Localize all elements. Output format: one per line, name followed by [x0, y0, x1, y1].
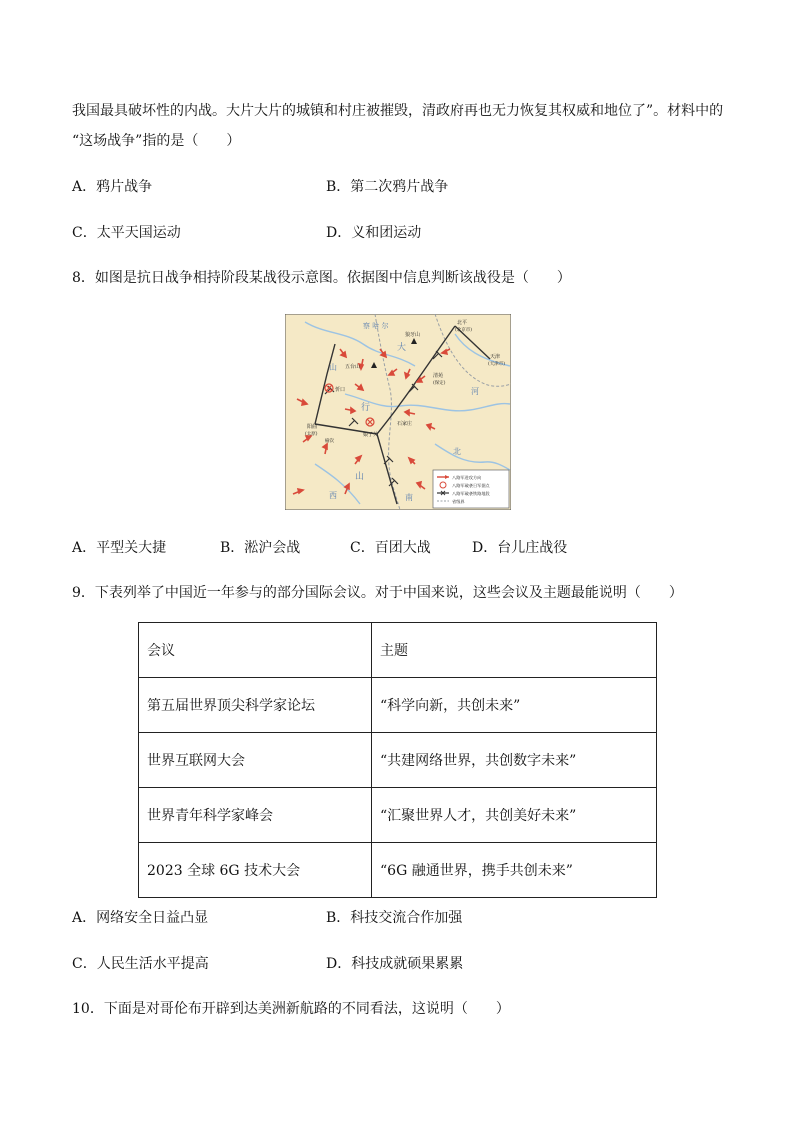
map-label-da: 大: [397, 343, 407, 353]
map-legend: [433, 470, 509, 508]
q7-option-c: C．太平天国运动: [72, 225, 181, 241]
table-cell-conference: 2023 全球 6G 技术大会: [139, 843, 372, 898]
map-label-tianjin: 天津: [490, 354, 501, 360]
q7-option-d: D．义和团运动: [326, 225, 422, 241]
map-label-xinkou: 忻口: [335, 387, 346, 393]
table-header-row: [139, 623, 657, 678]
q9-option-d: D．科技成就硕果累累: [326, 956, 464, 972]
table-cell-conference: 世界互联网大会: [139, 733, 372, 788]
map-label-beiping: 北平: [457, 320, 468, 326]
map-label-beiping-sub: (北京市): [455, 328, 473, 333]
map-label-langyashan: 狼牙山: [405, 332, 421, 338]
q8-option-a: A．平型关大捷: [72, 540, 167, 556]
battle-map: [285, 314, 511, 510]
q10-stem: 10．下面是对哥伦布开辟到达美洲新航路的不同看法，这说明（ ）: [72, 1001, 510, 1017]
map-label-yuci: 榆次: [325, 439, 334, 444]
q8-stem: 8．如图是抗日战争相持阶段某战役示意图。依据图中信息判断该战役是（ ）: [72, 270, 571, 286]
map-label-shijiazhuang: 石家庄: [397, 421, 413, 427]
q7-option-b: B．第二次鸦片战争: [326, 179, 449, 195]
map-label-qingyuan-sub: (保定): [433, 381, 446, 386]
map-label-hang: 行: [361, 403, 371, 413]
q9-option-c: C．人民生活水平提高: [72, 956, 209, 972]
table-cell-theme: “科学向新，共创未来”: [372, 678, 657, 733]
table-cell-theme: “共建网络世界，共创数字未来”: [372, 733, 657, 788]
q9-stem: 9．下表列举了中国近一年参与的部分国际会议。对于中国来说，这些会议及主题最能说明（ ）: [72, 585, 683, 601]
table-row: [139, 788, 657, 843]
map-label-nan: 南: [405, 493, 413, 502]
map-label-niangziguan: 娘子关: [363, 432, 379, 438]
map-label-bei: 北: [453, 447, 461, 456]
q7-stem-line2: “这场战争”指的是（ ）: [72, 133, 241, 149]
legend-railway: 八路军破袭铁路地段: [452, 491, 490, 496]
q7-stem-line1: 我国最具破坏性的内战。大片大片的城镇和村庄被摧毁，清政府再也无力恢复其权威和地位了”。材料中的: [72, 103, 724, 119]
legend-attack-direction: 八路军进攻方向: [452, 475, 482, 480]
table-header-theme: 主题: [372, 623, 657, 678]
table-row: [139, 843, 657, 898]
q7-option-a: A．鸦片战争: [72, 179, 153, 195]
map-label-wutaishan: 五台山: [345, 364, 361, 370]
map-label-shan: 山: [355, 472, 365, 482]
table-cell-theme: “汇聚世界人才，共创美好未来”: [372, 788, 657, 843]
q9-option-b: B．科技交流合作加强: [326, 910, 463, 926]
map-label-shan2: 山: [329, 363, 337, 372]
q8-option-c: C．百团大战: [350, 540, 431, 556]
table-header-conference: 会议: [139, 623, 372, 678]
legend-stronghold: 八路军破袭日军据点: [452, 483, 490, 488]
table-row: [139, 733, 657, 788]
q8-option-b: B．淞沪会战: [220, 540, 301, 556]
q9-option-a: A．网络安全日益凸显: [72, 910, 209, 926]
map-label-yangqu: 阳曲: [307, 424, 318, 430]
q8-option-d: D．台儿庄战役: [472, 540, 568, 556]
map-label-yangqu-sub: (太原): [305, 432, 318, 437]
table-cell-conference: 第五届世界顶尖科学家论坛: [139, 678, 372, 733]
map-label-tianjin-sub: (天津市): [488, 362, 506, 367]
legend-border: 省级界: [452, 499, 465, 504]
map-label-chahaer: 察 哈 尔: [363, 322, 389, 330]
map-label-xi: 西: [329, 491, 337, 500]
map-label-he: 河: [471, 387, 479, 396]
table-cell-conference: 世界青年科学家峰会: [139, 788, 372, 843]
table-cell-theme: “6G 融通世界，携手共创未来”: [372, 843, 657, 898]
map-label-qingyuan: 清苑: [433, 373, 444, 379]
table-row: [139, 678, 657, 733]
conference-table: [138, 622, 657, 898]
